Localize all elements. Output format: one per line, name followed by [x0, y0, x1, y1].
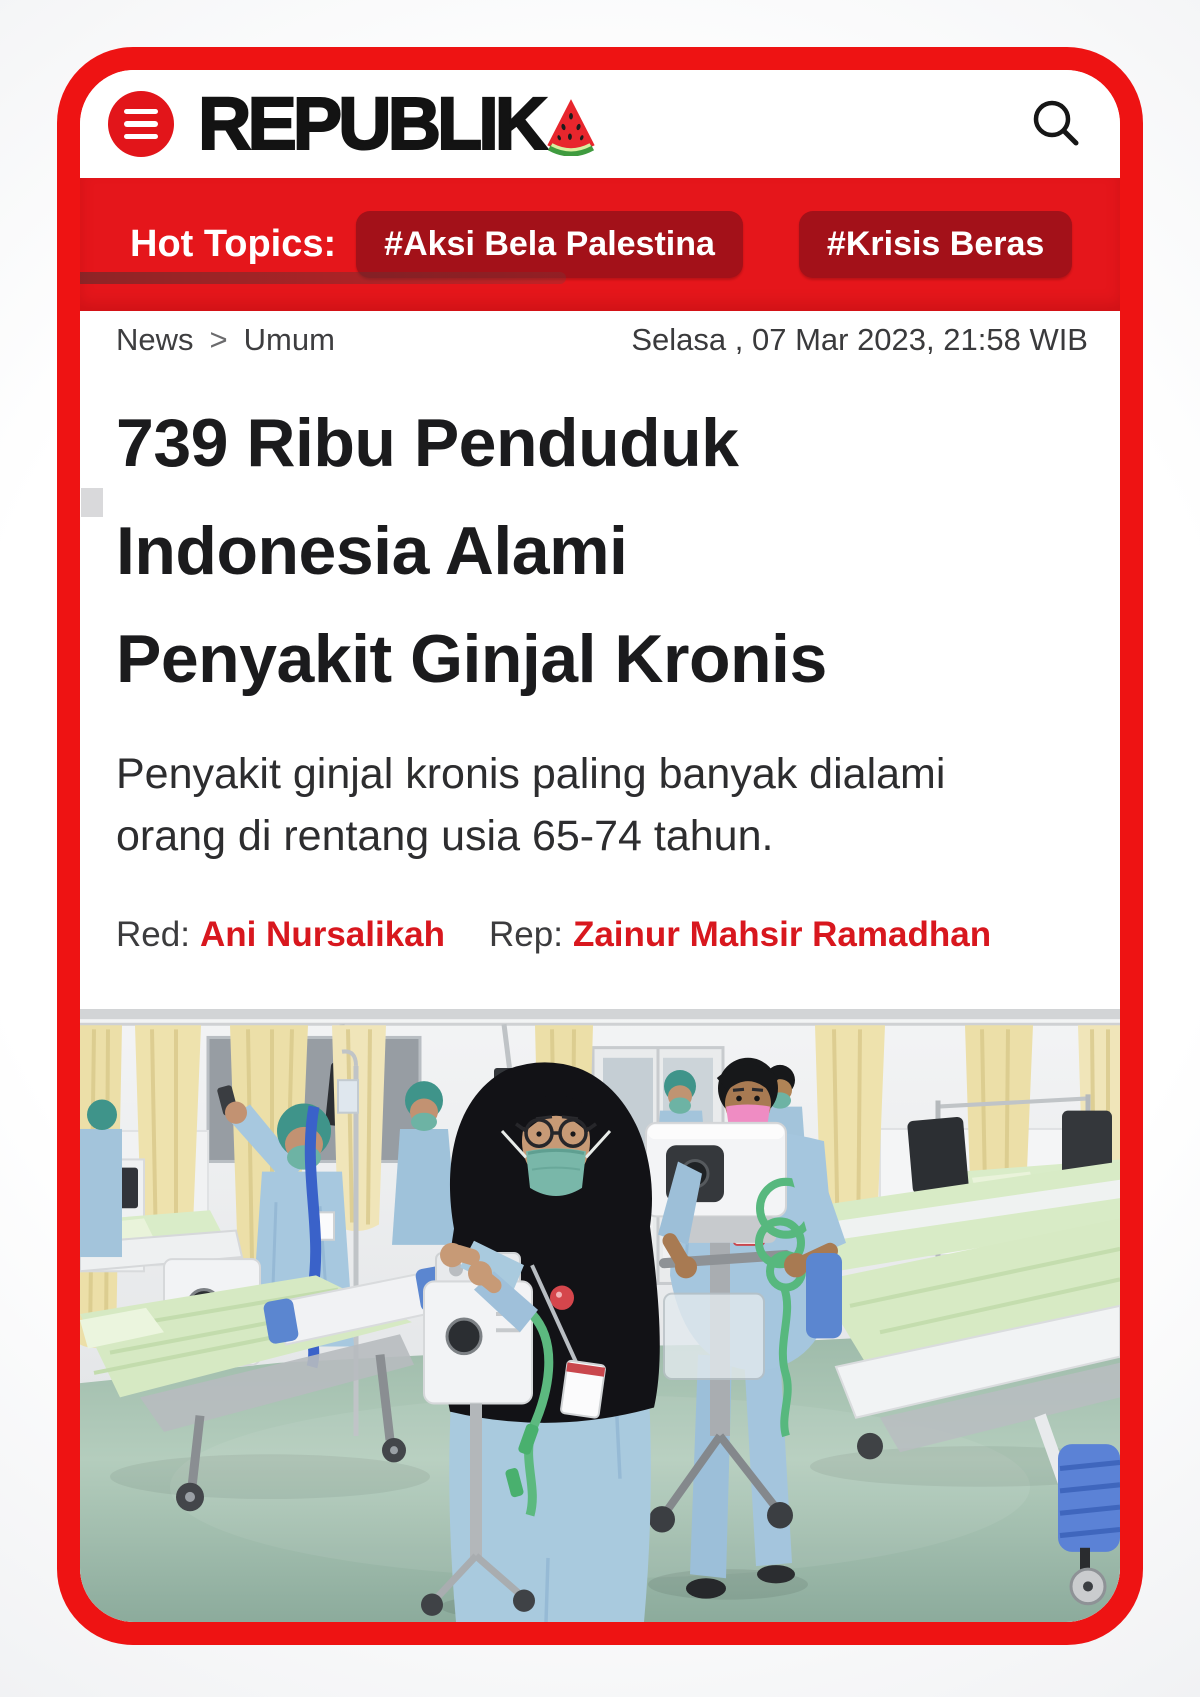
article-byline	[116, 913, 1084, 957]
hamburger-bar	[124, 134, 158, 140]
hot-topics-label: Hot Topics:	[130, 223, 337, 265]
hospital-ward-illustration	[80, 1009, 1120, 1622]
hot-topics-bar	[80, 178, 1120, 311]
brand-wordmark: REPUBLIK	[198, 82, 545, 165]
hot-topic-tag-beras[interactable]: #Krisis Beras	[799, 211, 1072, 278]
breadcrumb-subsection-umum[interactable]: Umum	[243, 322, 335, 357]
republika-logo[interactable]	[198, 82, 597, 165]
article-photo	[80, 1009, 1120, 1622]
app-header	[80, 70, 1120, 178]
stray-ui-artifact	[81, 488, 103, 517]
headline-line: Penyakit Ginjal Kronis	[116, 621, 827, 697]
search-button[interactable]	[1028, 96, 1084, 152]
search-icon	[1028, 96, 1084, 152]
article-summary	[116, 743, 1084, 867]
hamburger-bar	[124, 121, 158, 127]
topics-scroll-indicator	[80, 272, 566, 284]
headline-line: Indonesia Alami	[116, 513, 628, 589]
summary-line: orang di rentang usia 65-74 tahun.	[116, 812, 774, 860]
editor-label: Red:	[116, 915, 190, 954]
publish-datetime: Selasa , 07 Mar 2023, 21:58 WIB	[631, 322, 1088, 357]
news-app-screen	[80, 70, 1120, 1622]
breadcrumb-separator: >	[209, 322, 228, 357]
red-story-frame	[57, 47, 1143, 1645]
hot-topic-tag-palestina[interactable]: #Aksi Bela Palestina	[356, 211, 743, 278]
article-headline	[116, 389, 1084, 713]
watermelon-a-icon	[545, 98, 597, 156]
summary-line: Penyakit ginjal kronis paling banyak dialami	[116, 750, 946, 798]
editor-name-link[interactable]: Ani Nursalikah	[199, 915, 446, 954]
reporter-label: Rep:	[489, 915, 563, 954]
breadcrumb-section-news[interactable]: News	[116, 322, 194, 357]
breadcrumb-row	[80, 311, 1120, 369]
reporter-name-link[interactable]: Zainur Mahsir Ramadhan	[572, 915, 992, 954]
headline-line: 739 Ribu Penduduk	[116, 405, 739, 481]
hamburger-menu-button[interactable]	[108, 91, 174, 157]
hamburger-bar	[124, 109, 158, 115]
